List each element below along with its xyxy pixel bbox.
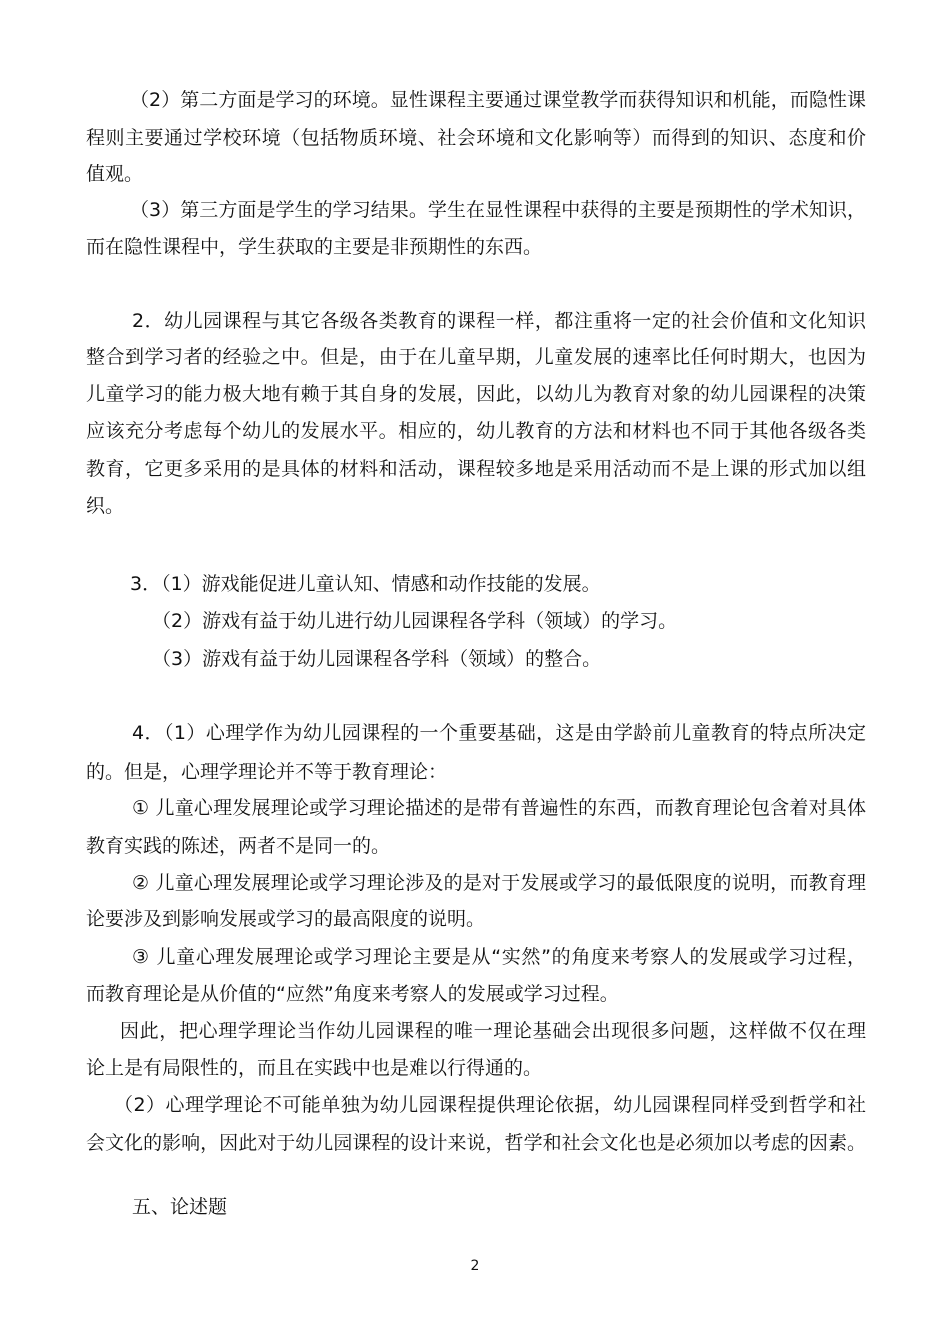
paragraph-line: 应该充分考虑每个幼儿的发展水平。相应的，幼儿教育的方法和材料也不同于其他各级各类 (86, 420, 866, 442)
page-number: 2 (470, 1258, 480, 1274)
paragraph-line: 而在隐性课程中，学生获取的主要是非预期性的东西。 (86, 236, 543, 258)
paragraph-line: 儿童学习的能力极大地有赖于其自身的发展，因此，以幼儿为教育对象的幼儿园课程的决策 (86, 383, 866, 405)
paragraph-line: ③ 儿童心理发展理论或学习理论主要是从“实然”的角度来考察人的发展或学习过程， (132, 946, 866, 968)
paragraph-line: 2．幼儿园课程与其它各级各类教育的课程一样，都注重将一定的社会价值和文化知识 (132, 310, 866, 332)
paragraph-line: 的。但是，心理学理论并不等于教育理论： (86, 761, 448, 783)
paragraph-line: （3）游戏有益于幼儿园课程各学科（领域）的整合。 (152, 648, 602, 670)
paragraph-line: 值观。 (86, 163, 144, 185)
paragraph-line: （2）第二方面是学习的环境。显性课程主要通过课堂教学而获得知识和机能，而隐性课 (130, 89, 866, 111)
paragraph-line: （2）游戏有益于幼儿进行幼儿园课程各学科（领域）的学习。 (152, 610, 678, 632)
paragraph-line: 论要涉及到影响发展或学习的最高限度的说明。 (86, 908, 486, 930)
paragraph-line: 论上是有局限性的，而且在实践中也是难以行得通的。 (86, 1057, 543, 1079)
paragraph-line: 程则主要通过学校环境（包括物质环境、社会环境和文化影响等）而得到的知识、态度和价 (86, 127, 866, 149)
section-heading: 五、论述题 (132, 1196, 228, 1218)
paragraph-line: ① 儿童心理发展理论或学习理论描述的是带有普遍性的东西，而教育理论包含着对具体 (132, 797, 866, 819)
paragraph-line: ② 儿童心理发展理论或学习理论涉及的是对于发展或学习的最低限度的说明，而教育理 (132, 872, 866, 894)
paragraph-line: 整合到学习者的经验之中。但是，由于在儿童早期，儿童发展的速率比任何时期大，也因为 (86, 346, 866, 368)
paragraph-line: 而教育理论是从价值的“应然”角度来考察人的发展或学习过程。 (86, 983, 619, 1005)
paragraph-line: 会文化的影响，因此对于幼儿园课程的设计来说，哲学和社会文化也是必须加以考虑的因素。 (86, 1132, 866, 1154)
paragraph-line: 教育，它更多采用的是具体的材料和活动，课程较多地是采用活动而不是上课的形式加以组 (86, 458, 866, 480)
paragraph-line: 教育实践的陈述，两者不是同一的。 (86, 835, 391, 857)
paragraph-line: 因此，把心理学理论当作幼儿园课程的唯一理论基础会出现很多问题，这样做不仅在理 (120, 1020, 866, 1042)
paragraph-line: 织。 (86, 495, 125, 517)
paragraph-line: 3．（1）游戏能促进儿童认知、情感和动作技能的发展。 (130, 573, 601, 595)
paragraph-line: 4．（1）心理学作为幼儿园课程的一个重要基础，这是由学龄前儿童教育的特点所决定 (132, 722, 866, 744)
paragraph-line: （3）第三方面是学生的学习结果。学生在显性课程中获得的主要是预期性的学术知识， (130, 199, 866, 221)
paragraph-line: （2）心理学理论不可能单独为幼儿园课程提供理论依据，幼儿园课程同样受到哲学和社 (114, 1094, 866, 1116)
